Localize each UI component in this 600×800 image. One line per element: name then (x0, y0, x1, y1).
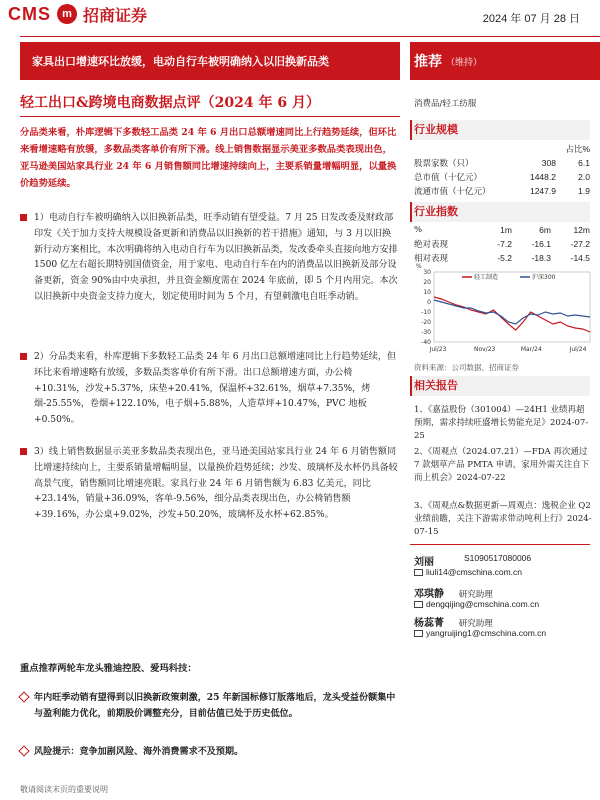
y-tick-label: -30 (421, 329, 431, 336)
index-value: -27.2 (570, 239, 590, 249)
logo-mark-icon: m (57, 4, 77, 24)
rating-label: 推荐 (414, 54, 442, 70)
author-email[interactable]: yangruijing1@cmschina.com.cn (426, 628, 547, 638)
author-name: 杨蕊菁 (414, 618, 444, 629)
logo (8, 2, 147, 26)
diamond-bullet-icon (18, 691, 29, 702)
scale-table (414, 142, 590, 198)
author-1 (414, 553, 594, 577)
author-3 (414, 614, 594, 638)
author-role: 研究助理 (458, 619, 493, 629)
index-value: -5.2 (497, 253, 512, 263)
index-label: 相对表现 (414, 254, 449, 264)
author-email[interactable]: liuli14@cmschina.com.cn (426, 567, 523, 577)
y-unit-label: % (416, 263, 422, 270)
y-tick-label: 20 (423, 279, 431, 286)
rating-sub: （维持） (446, 57, 483, 68)
report-link-2[interactable]: 2、《周观点（2024.07.21）—FDA 再次通过 7 款烟草产品 PMTA 申请，家用外需关注自下而上机会》2024-07-22 (414, 447, 590, 483)
index-value: -18.3 (531, 253, 551, 263)
industry-label: 消费品/轻工纺服 (414, 99, 477, 109)
author-role: 研究助理 (458, 590, 493, 600)
bullet-text: 2）分品类来看，朴库逻辑下多数轻工品类 24 年 6 月出口总额增速同比上行趋势延续，但环比来看增速略有放缓，多数品类客单价有所下滑。出口总额增速方面，办公椅+10.31%，沙发+5.37%，床垫+20.41%，保温杯+32.61%，烟草+7.35%，烤烟-25.55%，卷烟+122.10%，电子烟+5.88%，人造草坪+10.47%，PVC 地板+0.50%。 (34, 352, 397, 426)
email-icon (414, 569, 423, 576)
bullet-text: 3）线上销售数据显示美亚多数品类表现出色，亚马逊美国站家具行业 24 年 6 月销售额同比增速持续向上，主要系销量增幅明显，以量换价趋势延续；沙发、玻璃杯及水杯仍具备较高景气度，销售额同比增速亮眼。家具行业 24 年 6 月销售额为 6.83 亿美元，同比+23.14%，销量+36.09%，客单-9.56%，细分品类表现出色，办公椅销售额+39.16%，办公桌+9.02%，沙发+50.20%，玻璃杯及水杯+62.85%。 (34, 447, 398, 521)
x-tick-label: Jul/23 (429, 346, 447, 353)
scale-header: 占比% (565, 144, 590, 154)
square-bullet-icon (20, 448, 27, 455)
bullet-text: 1）电动自行车被明确纳入以旧换新品类，旺季动销有望受益。7 月 25 日发改委及财政部印发《关于加力支持大规模设备更新和消费品以旧换新的若干措施》通知，与 3 月以旧换新行动方案相比，本次明确将纳入电动自行车为以旧换新品类，发改委牵头直接向地方安排 1500 亿左右超长期特别国债资金，用于家电、电动自行车在内的消费品以旧换新及部分设备更新，资金 90%由中央承担，并且资金额度需在 2024 年底前，即 5 个月内用完。本次以旧换新中央资金支持力度大，划定使用时间为 5 个月，有望刺激电自旺季动销。 (34, 213, 398, 302)
summary-paragraph: 分品类来看，朴库逻辑下多数轻工品类 24 年 6 月出口总额增速同比上行趋势延续，但环比来看增速略有放缓，多数品类客单价有所下滑。线上销售数据显示美亚多数品类表现出色，亚马逊美国站家具行业 24 年 6 月销售额同比增速持续向上，主要系销量增幅明显，以量换价趋势延续。 (20, 127, 397, 189)
y-tick-label: -10 (421, 309, 431, 316)
table-row (414, 156, 590, 170)
x-tick-label: Mar/24 (520, 346, 542, 353)
scale-label: 股票家数（只） (414, 159, 474, 169)
index-label: 绝对表现 (414, 240, 449, 250)
index-value: -16.1 (531, 239, 551, 249)
bullet-1 (34, 211, 400, 306)
author-email[interactable]: dengqijing@cmschina.com.cn (426, 599, 540, 609)
report-link-3[interactable]: 3、《周观点&数据更新—周观点：逸税企业 Q2 业绩前瞻，关注下游需求带动吨利上行》2024-07-15 (414, 501, 592, 537)
point-text: 年内旺季动销有望得到以旧换新政策刺激，25 年新国标修订版落地后，龙头受益份额集中与盈利能力优化，前期股价调整充分，目前估值已处于历史低位。 (34, 692, 396, 719)
y-tick-label: -40 (421, 339, 431, 346)
index-table (414, 223, 590, 265)
scale-value: 1247.9 (529, 186, 556, 196)
legend-label: 沪深300 (532, 274, 556, 281)
series-line-2 (434, 300, 590, 324)
section-related-reports: 相关报告 (410, 376, 590, 396)
table-row (414, 184, 590, 198)
scale-pct: 2.0 (578, 172, 590, 182)
logo-company-name: 招商证券 (83, 5, 148, 25)
table-header-row (414, 223, 590, 237)
scale-pct: 1.9 (578, 186, 590, 196)
report-title: 轻工出口&跨境电商数据点评（2024 年 6 月） (20, 95, 320, 111)
point-text: 风险提示：竞争加剧风险、海外消费需求不及预期。 (34, 746, 244, 757)
point-1 (34, 690, 400, 722)
legend-label: 轻工制造 (474, 274, 499, 281)
report-link-1[interactable]: 1、《嘉益股份（301004）—24H1 业绩再超预期，需求持续旺盛增长势能充足》2024-07-25 (414, 405, 589, 441)
y-tick-label: 10 (423, 289, 431, 296)
square-bullet-icon (20, 353, 27, 360)
report-date: 2024 年 07 月 28 日 (482, 13, 580, 25)
x-tick-label: Jul/24 (569, 346, 587, 353)
author-name: 邓琪静 (414, 589, 444, 600)
headline-banner: 家具出口增速环比放缓，电动自行车被明确纳入以旧换新品类 (20, 42, 400, 80)
x-tick-label: Nov/23 (473, 346, 496, 353)
plot-frame (434, 272, 590, 342)
author-2 (414, 585, 594, 609)
email-icon (414, 601, 423, 608)
email-icon (414, 630, 423, 637)
scale-value: 308 (541, 158, 556, 168)
index-col: % (414, 225, 423, 235)
footer-note: 敬请阅读末页的重要说明 (20, 785, 108, 794)
section-industry-scale: 行业规模 (410, 120, 590, 140)
rating-banner (410, 42, 600, 80)
author-name: 刘丽 (414, 557, 434, 568)
bullet-3 (34, 445, 400, 524)
author-license: S1090517080006 (464, 553, 532, 563)
authors-divider (410, 544, 590, 545)
scale-pct: 6.1 (578, 158, 590, 168)
bullet-2 (34, 350, 400, 429)
y-tick-label: 0 (427, 299, 431, 306)
industry-index-chart (414, 262, 594, 354)
index-value: -14.5 (570, 253, 590, 263)
index-col: 12m (573, 225, 590, 235)
chart-source: 资料来源：公司数据、招商证券 (414, 363, 519, 372)
diamond-bullet-icon (18, 745, 29, 756)
scale-label: 流通市值（十亿元） (414, 187, 491, 197)
logo-cms: CMS (8, 3, 51, 24)
index-col: 6m (539, 225, 551, 235)
index-col: 1m (500, 225, 512, 235)
square-bullet-icon (20, 214, 27, 221)
index-value: -7.2 (497, 239, 512, 249)
point-2 (34, 744, 400, 760)
table-row (414, 170, 590, 184)
scale-label: 总市值（十亿元） (414, 173, 483, 183)
recommendation-heading: 重点推荐两轮车龙头雅迪控股、爱玛科技： (20, 663, 197, 674)
header-divider (20, 36, 600, 37)
series-line-1 (434, 297, 590, 332)
title-divider (20, 116, 400, 117)
table-row (414, 237, 590, 251)
scale-value: 1448.2 (529, 172, 556, 182)
y-tick-label: -20 (421, 319, 431, 326)
section-industry-index: 行业指数 (410, 202, 590, 222)
y-tick-label: 30 (423, 269, 431, 276)
